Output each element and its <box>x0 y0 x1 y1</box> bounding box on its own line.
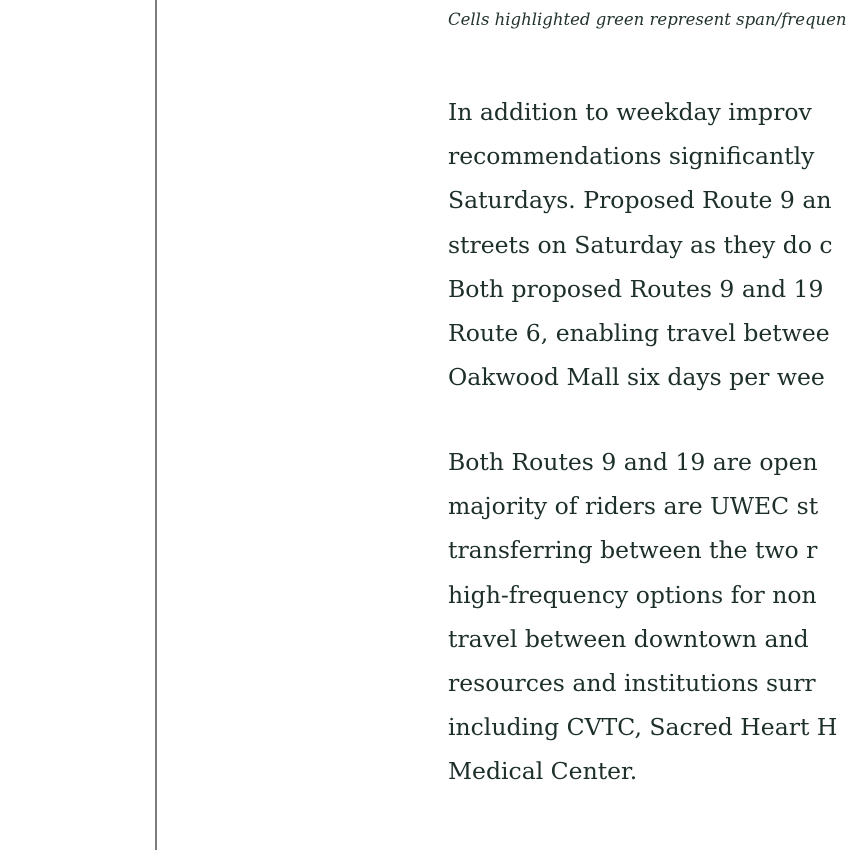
paragraph-line: travel between downtown and <box>448 624 809 653</box>
paragraph-line: streets on Saturday as they do c <box>448 230 833 259</box>
paragraph-line: including CVTC, Sacred Heart H <box>448 713 838 742</box>
paragraph-line: In addition to weekday improv <box>448 98 812 126</box>
paragraph-line: high-frequency options for non <box>448 580 817 609</box>
paragraph-routes-open <box>448 440 837 794</box>
paragraph-weekend-service <box>448 90 833 399</box>
paragraph-line: Route 6, enabling travel betwee <box>448 319 830 348</box>
paragraph-line: majority of riders are UWEC st <box>448 492 819 521</box>
page-divider <box>155 0 157 850</box>
paragraph-line: resources and institutions surr <box>448 669 816 698</box>
paragraph-line: Medical Center. <box>448 757 638 786</box>
paragraph-line: recommendations significantly <box>448 142 815 171</box>
paragraph-line: Saturdays. Proposed Route 9 an <box>448 186 832 215</box>
table-caption: Cells highlighted green represent span/frequen <box>448 10 847 29</box>
paragraph-line: Both Routes 9 and 19 are open <box>448 448 818 476</box>
paragraph-line: transferring between the two r <box>448 536 818 565</box>
paragraph-line: Both proposed Routes 9 and 19 <box>448 274 824 303</box>
paragraph-line: Oakwood Mall six days per wee <box>448 363 825 392</box>
